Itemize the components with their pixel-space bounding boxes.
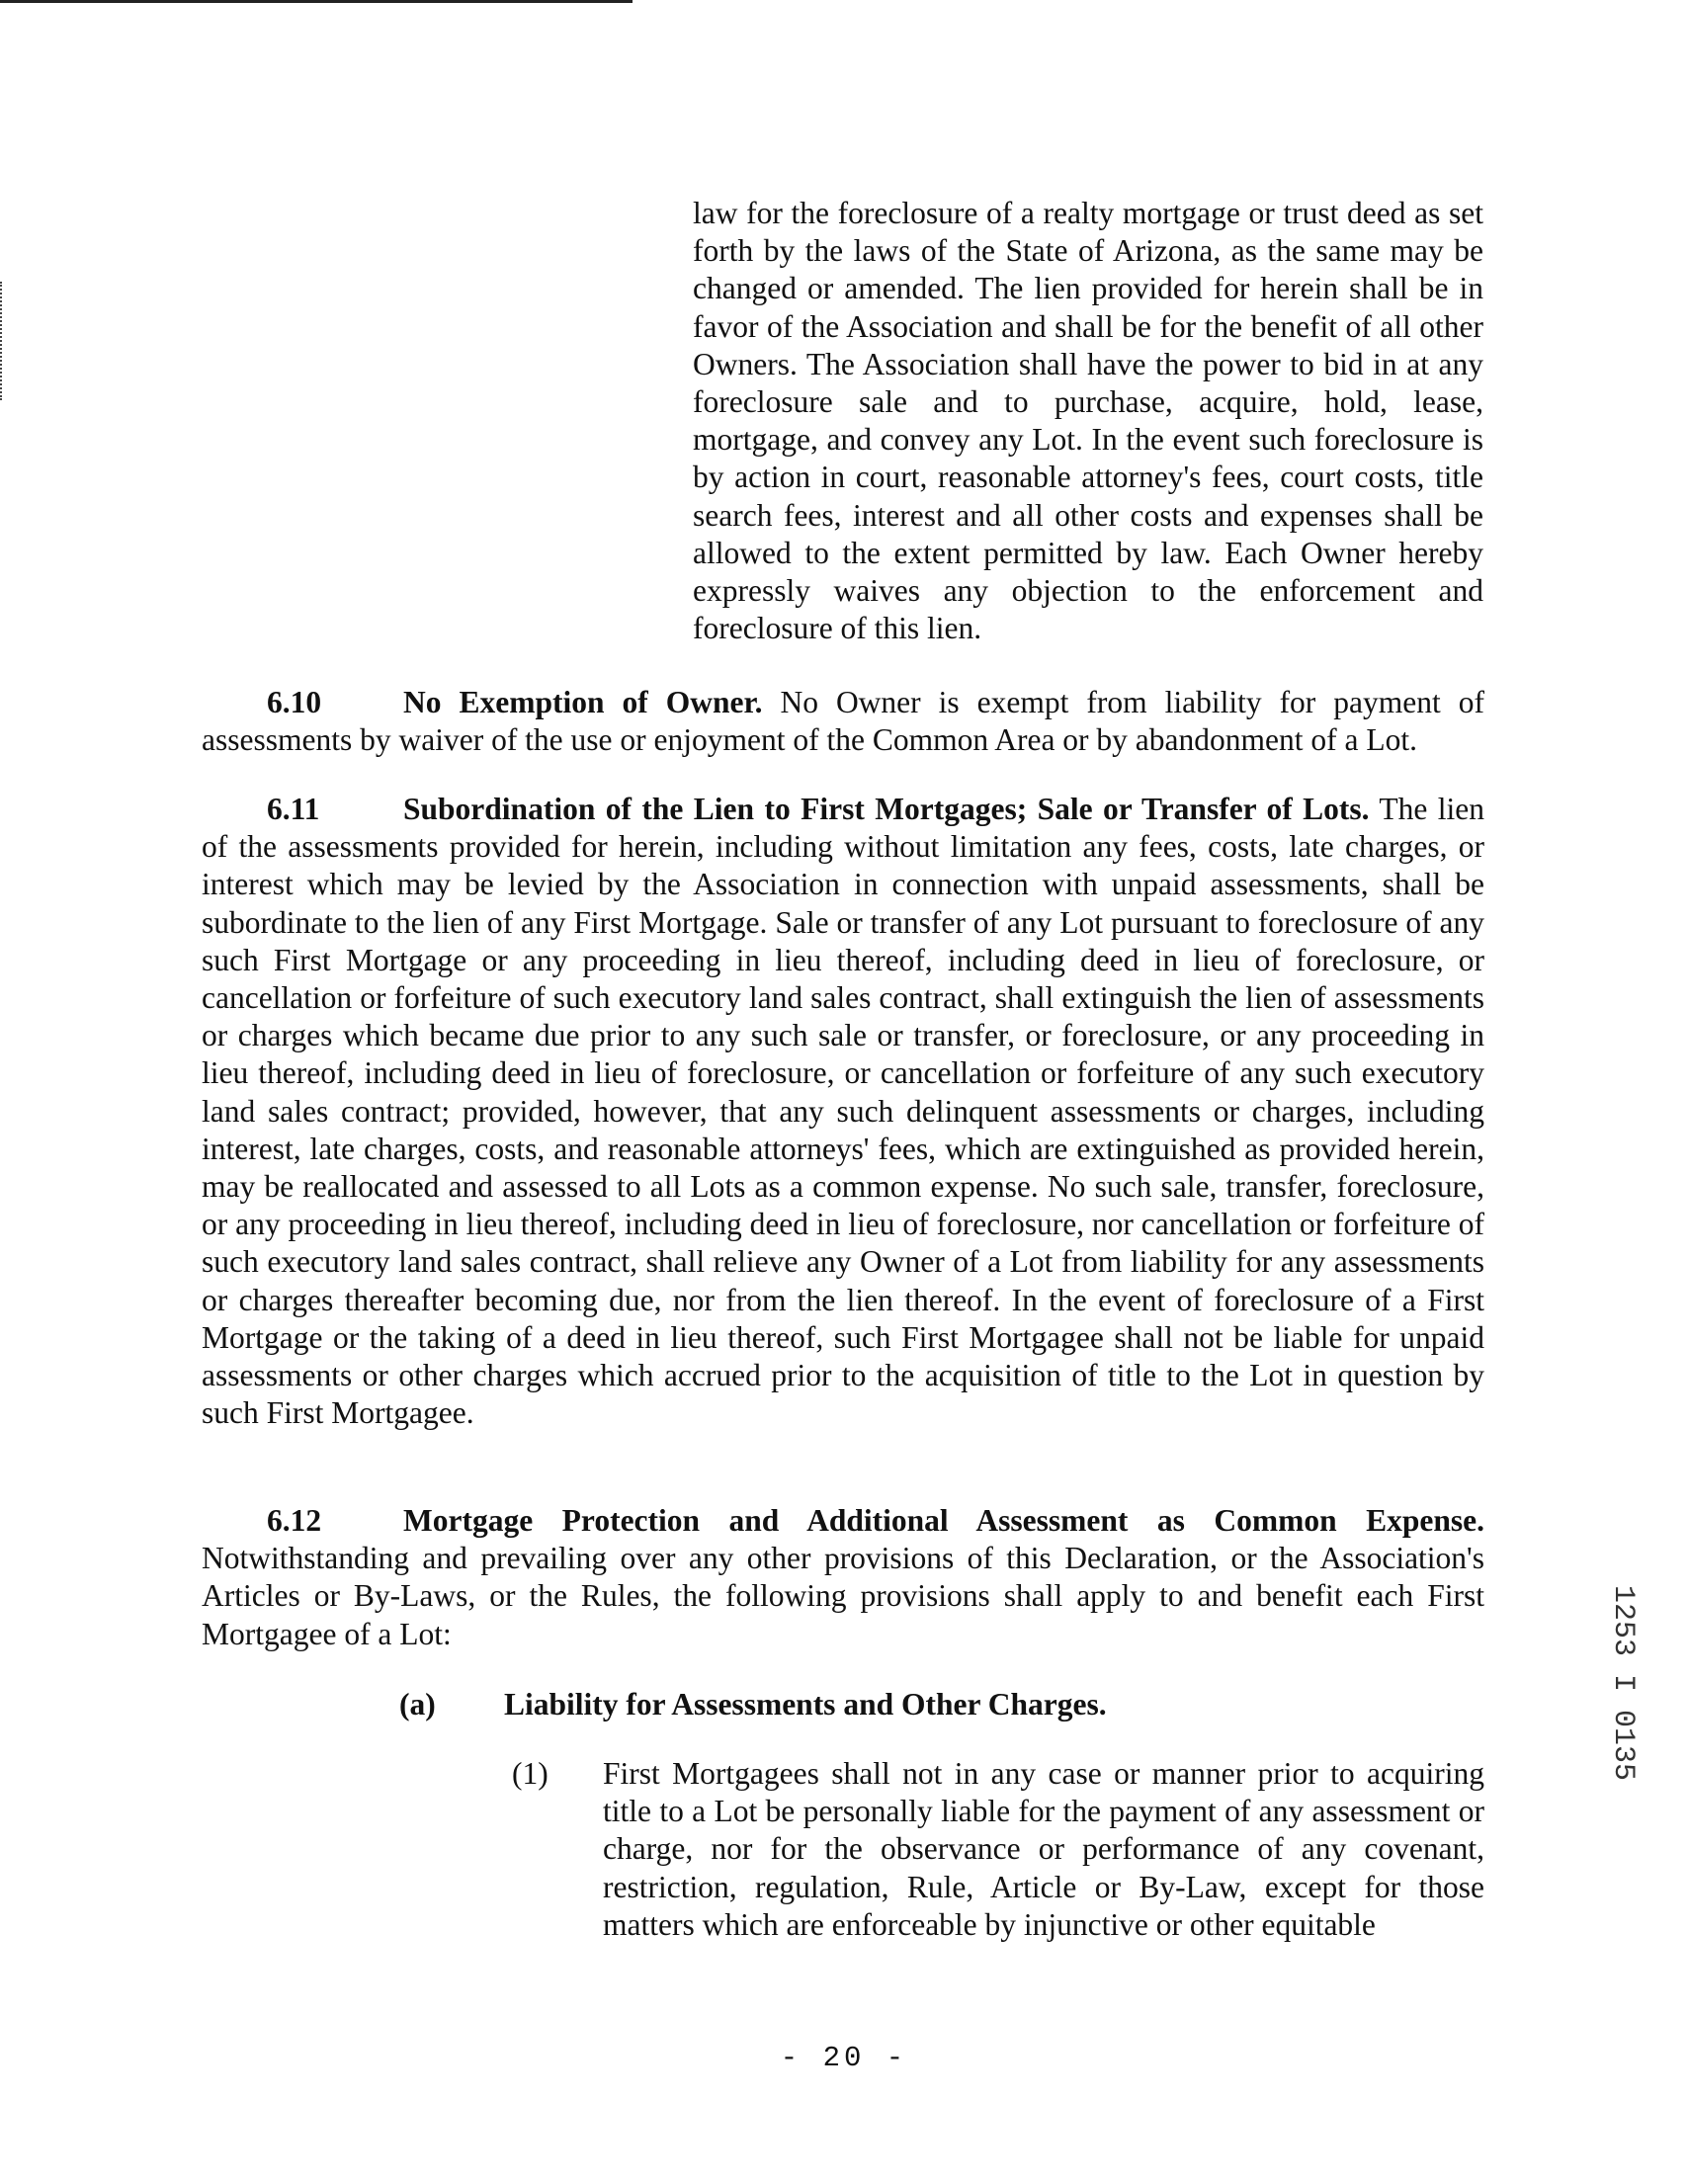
section-body: No Owner is exempt from liability for payment of assessments by waiver of the use or enjoyment of the Common Area or by abandonment of a Lot. (202, 685, 1484, 758)
item-body: First Mortgagees shall not in any case or manner prior to acquiring title to a Lot be personally liable for the payment of any assessment or charge, nor for the observance or performance of any covenant, restriction, regulation, Rule, Article or By-Law, except for those matters which are enforceable by injunctive or other equitable (603, 1756, 1484, 1942)
section-title: Subordination of the Lien to First Mortgages; Sale or Transfer of Lots. (403, 792, 1370, 826)
section-body: Notwithstanding and prevailing over any other provisions of this Declaration, or the Association's Articles or By-Laws, or the Rules, the following provisions shall apply to and benefit each First Mortgagee of a Lot: (202, 1541, 1484, 1651)
section-body: The lien of the assessments provided for herein, including without limitation any fees, costs, late charges, or interest which may be levied by the Association in connection with unpaid assessments, shall be subordinate to the lien of any First Mortgage. Sale or transfer of any Lot pursuant to foreclosure of any such First Mortgage or any proceeding in lieu thereof, including deed in lieu of foreclosure, or cancellation or forfeiture of such executory land sales contract, shall extinguish the lien of assessments or charges which became due prior to any such sale or transfer, or foreclosure, or any proceeding in lieu thereof, including deed in lieu of foreclosure, or cancellation or forfeiture of any such executory land sales contract; provided, however, that any such delinquent assessments or charges, including interest, late charges, costs, and reasonable attorneys' fees, which are extinguished as provided herein, may be reallocated and assessed to all Lots as a common expense. No such sale, transfer, foreclosure, or any proceeding in lieu thereof, including deed in lieu of foreclosure, nor cancellation or forfeiture of such executory land sales contract, shall relieve any Owner of a Lot from liability for any assessments or charges thereafter becoming due, nor from the lien thereof. In the event of foreclosure of a First Mortgage or the taking of a deed in lieu thereof, such First Mortgagee shall not be liable for unpaid assessments or other charges which accrued prior to the acquisition of title to the Lot in question by such First Mortgagee. (202, 792, 1484, 1431)
subsection-a-heading (399, 1686, 1107, 1723)
recording-stamp (1592, 1585, 1640, 1782)
subsection-label: (a) (399, 1687, 436, 1722)
page-number: - 20 - (780, 2042, 908, 2074)
item-1 (512, 1755, 1484, 1944)
continuation-paragraph: law for the foreclosure of a realty mortgage or trust deed as set forth by the laws of the State of Arizona, as the same may be changed or amended. The lien provided for herein shall be in favor of the Association and shall be for the benefit of all other Owners. The Association shall have the power to bid in at any foreclosure sale and to purchase, acquire, hold, lease, mortgage, and convey any Lot. In the event such foreclosure is by action in court, reasonable attorney's fees, court costs, title search fees, interest and all other costs and expenses shall be allowed to the extent permitted by law. Each Owner hereby expressly waives any objection to the enforcement and foreclosure of this lien. (693, 196, 1483, 646)
section-number: 6.11 (267, 792, 320, 826)
section-number: 6.12 (267, 1503, 322, 1538)
section-title: Mortgage Protection and Additional Assessment as Common Expense. (403, 1503, 1484, 1538)
section-6-12 (202, 1502, 1484, 1653)
section-6-11 (202, 791, 1484, 1432)
subsection-title: Liability for Assessments and Other Charges. (504, 1687, 1107, 1722)
scan-margin-marks (0, 282, 4, 400)
scan-edge-line (0, 0, 633, 3)
section-6-10 (202, 684, 1484, 759)
recording-stamp-text: 1253 I 0135 (1606, 1585, 1640, 1782)
section-title: No Exemption of Owner. (403, 685, 763, 719)
section-number: 6.10 (267, 685, 322, 719)
item-label: (1) (512, 1756, 549, 1791)
